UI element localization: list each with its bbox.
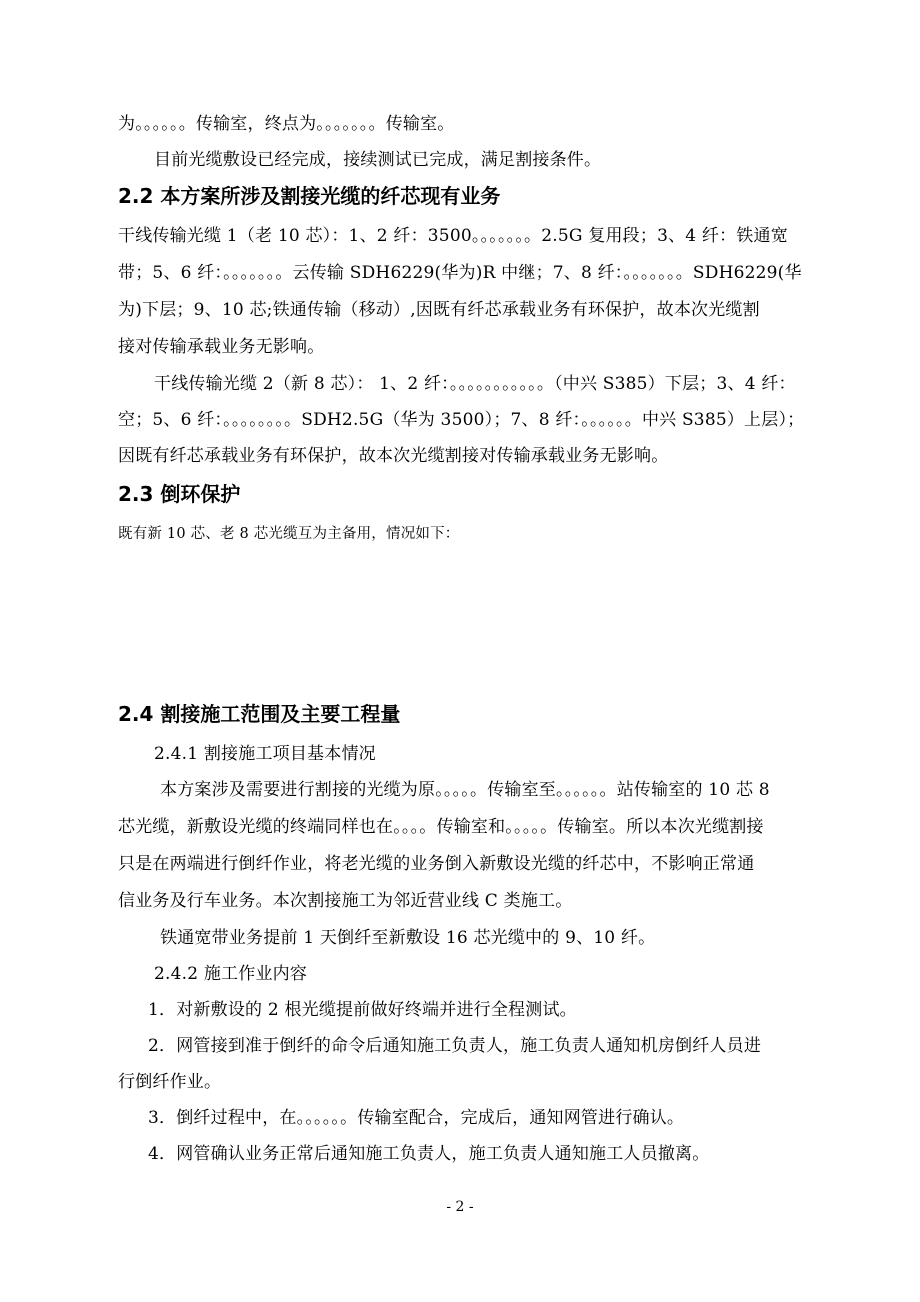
text-line: 带；5、6 纤：。。。。。。。云传输 SDH6229(华为)R 中继；7、8 纤：。。。。。。。SDH6229(华 <box>118 263 802 283</box>
section-heading-2-4: 2.4 割接施工范围及主要工程量 <box>118 702 401 726</box>
text-line: 芯光缆，新敷设光缆的终端同样也在。。。。传输室和。。。。。传输室。所以本次光缆割接 <box>118 817 764 837</box>
list-item: 3．倒纤过程中，在。。。。。。传输室配合，完成后，通知网管进行确认。 <box>148 1108 685 1128</box>
text-line: 干线传输光缆 2（新 8 芯）： 1、2 纤：。。。。。。。。。。。（中兴 S385）下层；3、4 纤： <box>154 374 796 394</box>
list-item: 2．网管接到准于倒纤的命令后通知施工负责人，施工负责人通知机房倒纤人员进 <box>148 1036 762 1056</box>
section-heading-2-3: 2.3 倒环保护 <box>118 482 241 506</box>
text-line: 本方案涉及需要进行割接的光缆为原。。。。。传输室至。。。。。。站传输室的 10 芯 8 <box>160 780 770 800</box>
text-line: 为)下层；9、10 芯;铁通传输（移动）,因既有纤芯承载业务有环保护，故本次光缆割 <box>118 300 760 320</box>
text-line: 信业务及行车业务。本次割接施工为邻近营业线 C 类施工。 <box>118 891 573 911</box>
list-item: 1．对新敷设的 2 根光缆提前做好终端并进行全程测试。 <box>148 1000 577 1020</box>
text-line: 只是在两端进行倒纤作业，将老光缆的业务倒入新敷设光缆的纤芯中，不影响正常通 <box>118 854 755 874</box>
text-line: 空；5、6 纤：。。。。。。。。SDH2.5G（华为 3500）；7、8 纤：。。。。。。中兴 S385）上层）； <box>118 410 805 430</box>
subsection-heading: 2.4.2 施工作业内容 <box>154 964 308 984</box>
section-heading-2-2: 2.2 本方案所涉及割接光缆的纤芯现有业务 <box>118 184 501 208</box>
list-item: 行倒纤作业。 <box>118 1072 222 1092</box>
text-line: 因既有纤芯承载业务有环保护，故本次光缆割接对传输承载业务无影响。 <box>118 446 669 466</box>
text-line: 为。。。。。。传输室，终点为。。。。。。。传输室。 <box>118 114 455 134</box>
subsection-heading: 2.4.1 割接施工项目基本情况 <box>154 744 376 764</box>
text-line: 铁通宽带业务提前 1 天倒纤至新敷设 16 芯光缆中的 9、10 纤。 <box>160 928 656 948</box>
text-line: 既有新 10 芯、老 8 芯光缆互为主备用，情况如下： <box>118 526 460 542</box>
list-item: 4．网管确认业务正常后通知施工负责人，施工负责人通知施工人员撤离。 <box>148 1144 710 1164</box>
page-number: - 2 - <box>446 1199 474 1215</box>
text-line: 干线传输光缆 1（老 10 芯）：1、2 纤：3500。。。。。。。2.5G 复用段；3、4 纤：铁通宽 <box>118 226 788 246</box>
text-line: 接对传输承载业务无影响。 <box>118 337 325 357</box>
text-line: 目前光缆敷设已经完成，接续测试已完成，满足割接条件。 <box>154 150 602 170</box>
